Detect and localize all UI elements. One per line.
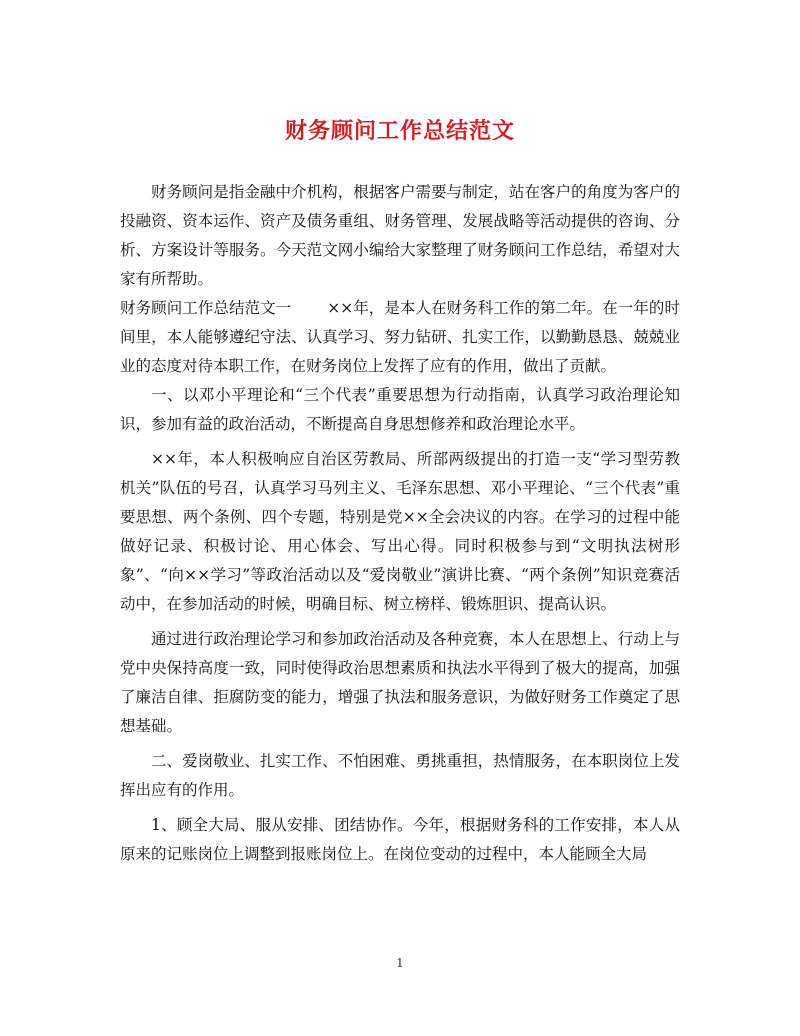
section-one-text: ××年，是本人在财务科工作的第二年。在一年的时间里，本人能够遵纪守法、认真学习、努力钻研、扎实工作，以勤勤恳恳、兢兢业业的态度对待本职工作，在财务岗位上发挥了应有的作用，做出了贡献。	[120, 299, 680, 375]
intro-paragraph: 财务顾问是指金融中介机构，根据客户需要与制定，站在客户的角度为客户的投融资、资本运作、资产及债务重组、财务管理、发展战略等活动提供的咨询、分析、方案设计等服务。今天范文网小编给大家整理了财务顾问工作总结，希望对大家有所帮助。	[120, 183, 680, 288]
result-paragraph: 通过进行政治理论学习和参加政治活动及各种竞赛，本人在思想上、行动上与党中央保持高度一致，同时使得政治思想素质和执法水平得到了极大的提高，加强了廉洁自律、拒腐防变的能力，增强了执法和服务意识，为做好财务工作奠定了思想基础。	[120, 630, 680, 735]
document-body	[120, 178, 680, 869]
item-one-paragraph: 1、顾全大局、服从安排、团结协作。今年，根据财务科的工作安排，本人从原来的记账岗位上调整到报账岗位上。在岗位变动的过程中，本人能顾全大局	[120, 816, 680, 863]
point-one-heading: 一、以邓小平理论和“三个代表”重要思想为行动指南，认真学习政治理论知识，参加有益的政治活动，不断提高自身思想修养和政治理论水平。	[120, 386, 680, 433]
section-one-paragraph	[120, 294, 680, 381]
page-number: 1	[396, 956, 404, 970]
study-paragraph: ××年，本人积极响应自治区劳教局、所部两级提出的打造一支“学习型劳教机关”队伍的号召，认真学习马列主义、毛泽东思想、邓小平理论、“三个代表”重要思想、两个条例、四个专题，特别是党××全会决议的内容。在学习的过程中能做好记录、积极讨论、用心体会、写出心得。同时积极参与到“文明执法树形象”、“向××学习”等政治活动以及“爱岗敬业”演讲比赛、“两个条例”知识竞赛活动中，在参加活动的时候，明确目标、树立榜样、锻炼胆识、提高认识。	[120, 450, 680, 613]
document-title: 财务顾问工作总结范文	[284, 118, 515, 144]
section-heading: 财务顾问工作总结范文一	[120, 299, 292, 317]
point-two-heading: 二、爱岗敬业、扎实工作、不怕困难、勇挑重担，热情服务，在本职岗位上发挥出应有的作用。	[120, 752, 680, 799]
